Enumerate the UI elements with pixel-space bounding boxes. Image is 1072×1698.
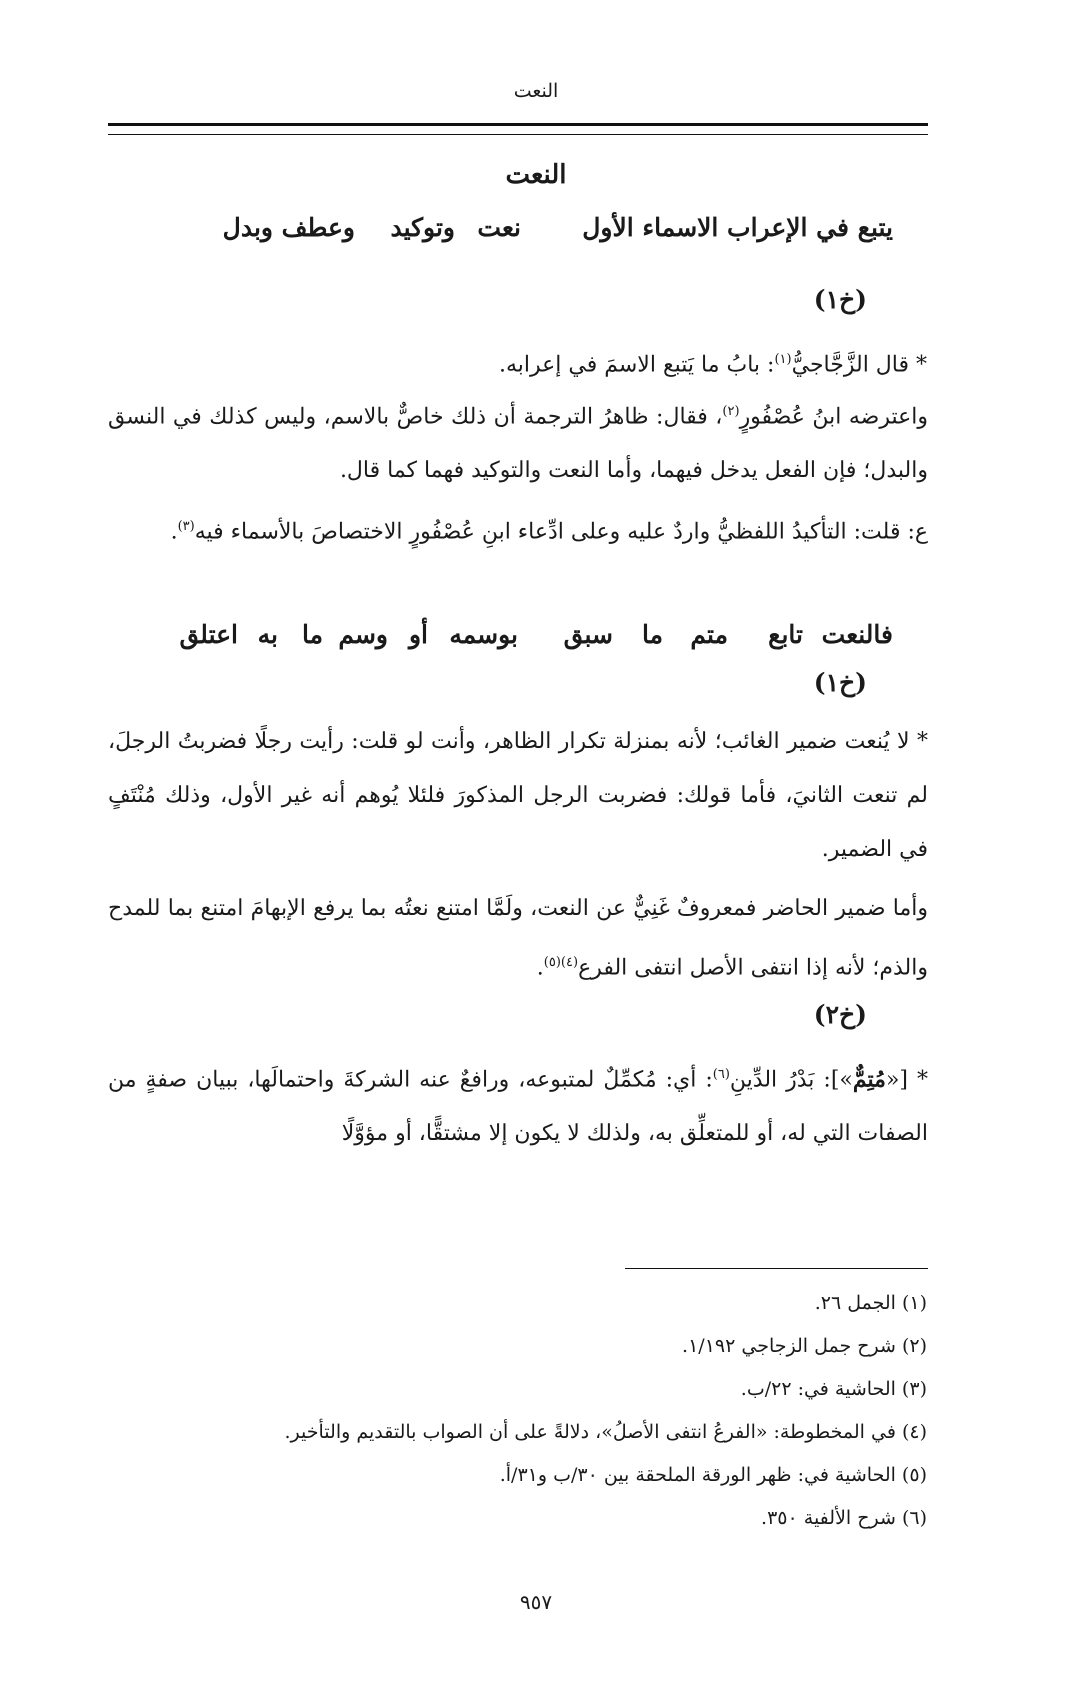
verse-line-2 [145,620,893,660]
footnote: (٢) شرح جمل الزجاجي ١/١٩٢. [682,1335,927,1357]
verse-word: يتبع في الإعراب الاسماء الأول [582,213,893,242]
paragraph: وأما ضمير الحاضر فمعروفٌ غَنِيٌّ عن النعت، ولَمَّا امتنع نعتُه بما يرفع الإبهامَ امتنع بما للمدح والذم؛ لأنه إذا انتفى الأصل انتفى الفرع$^{(٤)(٥)}$. [108,896,928,981]
footnote: (٥) الحاشية في: ظهر الورقة الملحقة بين ٣٠/ب و٣١/أ. [499,1464,927,1486]
verse-line-1 [145,213,893,253]
manuscript-marker: (خ١) [813,668,867,697]
verse-word: وعطف [281,213,355,242]
verse-word: بوسمه [449,620,518,649]
verse-word: وتوكيد [390,213,455,242]
verse-word: متم [690,620,728,649]
footnote: (٦) شرح الألفية ٣٥٠. [761,1507,927,1529]
paragraph: * لا يُنعت ضمير الغائب؛ لأنه بمنزلة تكرار الظاهر، وأنت لو قلت: رأيت رجلًا فضربتُ الرجلَ، لم تنعت الثانيَ، فأما قولك: فضربت الرجل المذكورَ فلئلا يُوهم أنه غير الأول، وذلك مُنْتَفٍ في الضمير. [108,729,928,862]
verse-word: أو [408,620,428,649]
verse-word: ما [641,620,663,649]
page-number: ٩٥٧ [519,1590,553,1614]
paragraph: * [«مُتِمٌّ»]: بَدْرُ الدِّينِ$^{(٦)}$: أي: مُكمِّلٌ لمتبوعه، ورافعٌ عنه الشركةَ واحتمالَها، ببيان صفةٍ من الصفات التي له، أو للمتعلِّق به، ولذلك لا يكون إلا مشتقًّا، أو مؤوَّلًا [108,1066,928,1147]
verse-word: نعت [477,213,521,242]
paragraph: * قال الزَّجَّاجيُّ$^{(١)}$: بابُ ما يَتبع الاسمَ في إعرابه. [498,352,927,378]
footnote-ref: (٤)(٥) [543,955,579,970]
manuscript-marker: (خ٢) [813,1000,867,1029]
verse-word: وبدل [222,213,273,242]
verse-word: اعتلق [179,620,238,649]
verse-word: فالنعت [821,620,893,649]
paragraph: واعترضه ابنُ عُصْفُورٍ$^{(٢)}$، فقال: ظاهرُ الترجمة أن ذلك خاصٌّ بالاسم، وليس كذلك في النسق والبدل؛ فإن الفعل يدخل فيهما، وأما النعت والتوكيد فهما كما قال. [108,404,928,484]
verse-word: به [257,620,278,649]
header-rule-thin [108,134,928,135]
manuscript-marker: (خ١) [813,285,867,314]
footnote-ref: (١) [774,352,792,367]
footnote-ref: (٢) [722,404,740,419]
verse-word: سبق [563,620,613,649]
verse-word: ما [301,620,323,649]
verse-word: تابع [768,620,803,649]
footnote-rule [625,1268,928,1269]
paragraph: ع: قلت: التأكيدُ اللفظيُّ واردٌ عليه وعلى ادِّعاء ابنِ عُصْفُورٍ الاختصاصَ بالأسماء فيه$^{(٣)}$. [170,519,928,545]
footnote-ref: (٣) [177,519,195,534]
header-rule-thick [108,123,928,126]
quoted-term: مُتِمٌّ [852,1066,886,1093]
footnote: (٤) في المخطوطة: «الفرعُ انتفى الأصلُ»، دلالةً على أن الصواب بالتقديم والتأخير. [284,1421,927,1443]
verse-word: وسم [338,620,388,649]
footnote: (٣) الحاشية في: ٢٢/ب. [740,1378,927,1400]
running-head: النعت [513,80,559,102]
footnote-ref: (٦) [712,1067,730,1082]
footnote: (١) الجمل ٢٦. [814,1292,927,1314]
chapter-title: النعت [505,160,567,190]
footnotes [147,1282,927,1540]
